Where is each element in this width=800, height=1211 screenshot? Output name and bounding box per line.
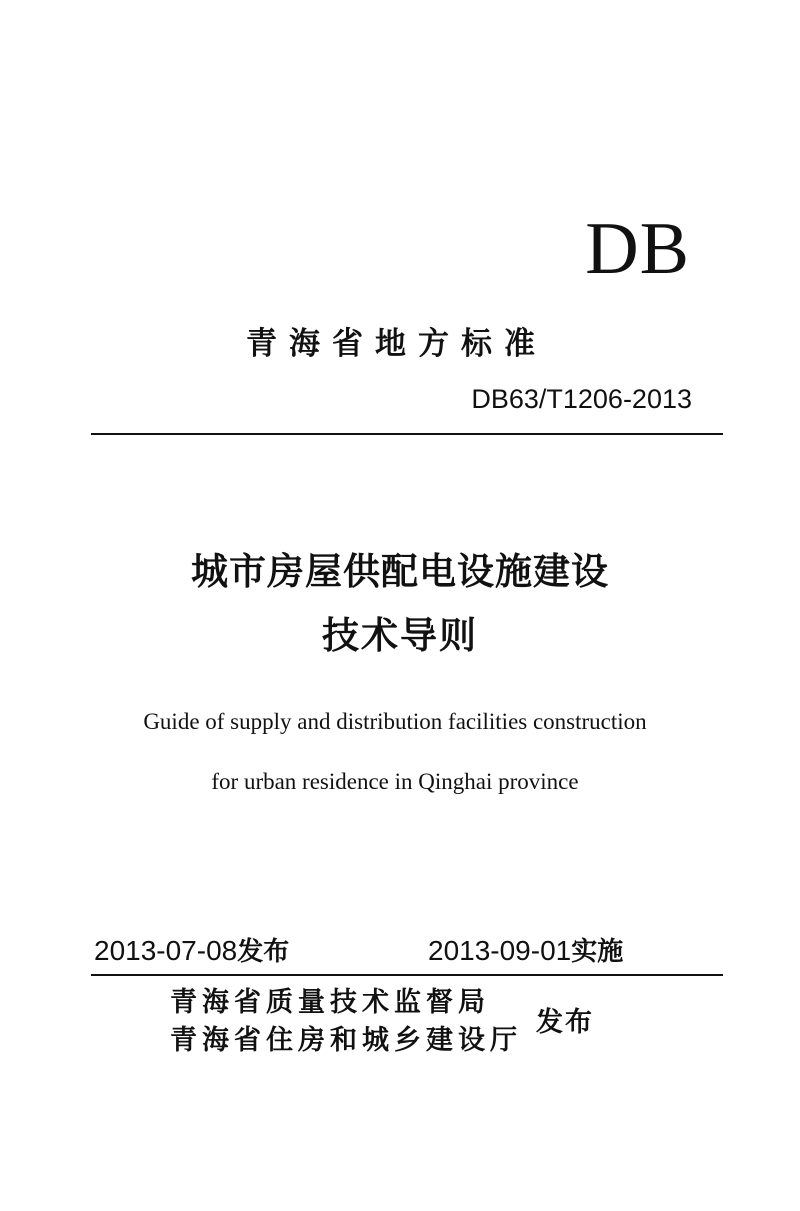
bottom-divider bbox=[91, 974, 723, 976]
implement-date: 2013-09-01 bbox=[428, 935, 572, 966]
issued-label: 发布 bbox=[536, 1007, 594, 1038]
title-en-line1: Guide of supply and distribution facilities construction bbox=[143, 709, 647, 734]
implement-suffix: 实施 bbox=[571, 937, 624, 967]
issue-date-block bbox=[94, 934, 289, 968]
standard-number: DB63/T1206-2013 bbox=[471, 384, 692, 414]
implement-date-block bbox=[428, 934, 623, 968]
title-cn-line2: 技术导则 bbox=[322, 614, 478, 657]
title-en-line2: for urban residence in Qinghai province bbox=[211, 769, 579, 794]
issuer-quality-bureau: 青海省质量技术监督局 bbox=[170, 987, 490, 1018]
issue-suffix: 发布 bbox=[237, 937, 290, 967]
issuers-block bbox=[170, 984, 522, 1060]
issue-date: 2013-07-08 bbox=[94, 935, 238, 966]
standard-type: 青海省地方标准 bbox=[246, 326, 547, 362]
top-divider bbox=[91, 433, 723, 435]
db-mark: DB bbox=[585, 208, 690, 290]
issuer-housing-department: 青海省住房和城乡建设厅 bbox=[170, 1025, 522, 1056]
title-cn-line1: 城市房屋供配电设施建设 bbox=[191, 550, 609, 593]
